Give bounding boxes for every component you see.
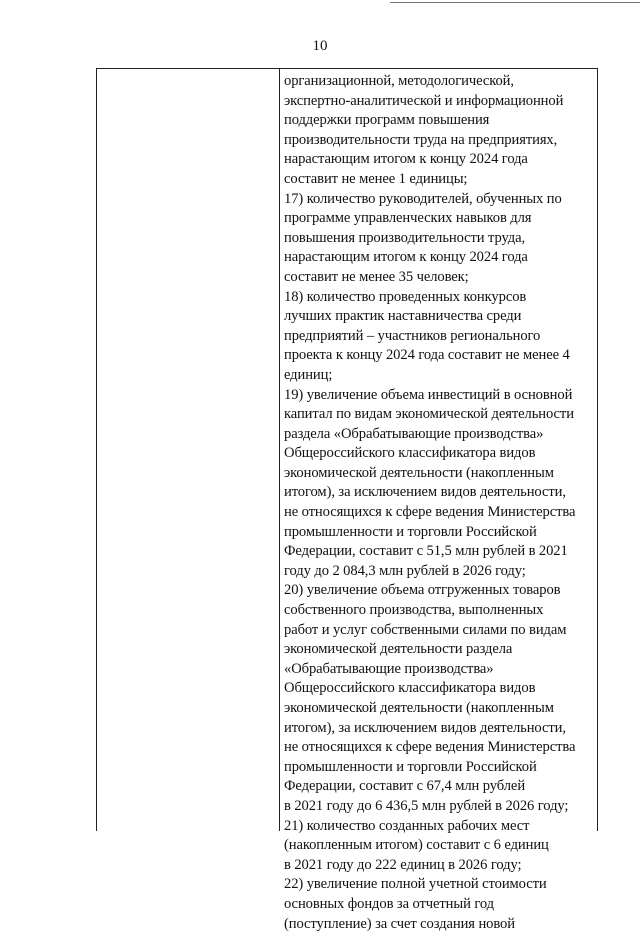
text-line: в 2021 году до 6 436,5 млн рублей в 2026 году; (284, 797, 569, 814)
text-line: предприятий – участников регионального (284, 327, 541, 344)
text-line: составит не менее 35 человек; (284, 268, 469, 285)
text-line: программе управленческих навыков для (284, 210, 532, 227)
text-line: поддержки программ повышения (284, 112, 490, 129)
text-line: проекта к концу 2024 года составит не менее 4 (284, 347, 570, 364)
text-line: экономической деятельности (накопленным (284, 700, 554, 716)
text-line: нарастающим итогом к концу 2024 года (284, 151, 528, 168)
text-line: Общероссийского классификатора видов (284, 445, 536, 462)
text-line: промышленности и торговли Российской (284, 758, 537, 775)
text-line: экономической деятельности (накопленным (284, 464, 554, 481)
text-line: (накопленным итогом) составит с 6 единиц (284, 837, 549, 854)
document-table (96, 68, 598, 932)
text-line: итогом), за исключением видов деятельности, (284, 484, 566, 501)
table-right-cell (280, 69, 597, 932)
text-line: Федерации, составит с 51,5 млн рублей в 2021 (284, 543, 568, 560)
text-line: составит не менее 1 единицы; (284, 170, 468, 187)
text-line: собственного производства, выполненных (284, 602, 544, 619)
text-line: промышленности и торговли Российской (284, 523, 537, 540)
text-line: капитал по видам экономической деятельности (284, 406, 574, 423)
text-line: организационной, методологической, (284, 73, 514, 89)
text-line: не относящихся к сфере ведения Министерства (284, 504, 576, 521)
text-line: итогом), за исключением видов деятельности, (284, 719, 566, 736)
text-line: (поступление) за счет создания новой (284, 915, 515, 932)
text-line: Общероссийского классификатора видов (284, 680, 536, 697)
text-line: «Обрабатывающие производства» (284, 660, 494, 677)
text-line: единиц; (284, 366, 333, 383)
text-line: работ и услуг собственными силами по видам (284, 621, 567, 638)
text-line: 20) увеличение объема отгруженных товаров (284, 582, 561, 599)
text-line: лучших практик наставничества среди (284, 308, 522, 325)
text-line: Федерации, составит с 67,4 млн рублей (284, 778, 526, 795)
text-line: раздела «Обрабатывающие производства» (284, 425, 544, 442)
text-line: в 2021 году до 222 единиц в 2026 году; (284, 856, 522, 873)
text-line: основных фондов за отчетный год (284, 895, 494, 912)
text-line: экспертно-аналитической и информационной (284, 92, 564, 109)
text-line: 17) количество руководителей, обученных по (284, 190, 562, 207)
top-edge-rule (390, 2, 640, 3)
text-line: 18) количество проведенных конкурсов (284, 288, 527, 305)
text-line: 22) увеличение полной учетной стоимости (284, 876, 547, 893)
text-line: экономической деятельности раздела (284, 641, 513, 658)
table-left-cell (97, 69, 280, 831)
page-number: 10 (312, 38, 328, 54)
text-line: повышения производительности труда, (284, 229, 526, 246)
text-line: году до 2 084,3 млн рублей в 2026 году; (284, 562, 526, 579)
text-line: производительности труда на предприятиях, (284, 131, 558, 148)
text-line: нарастающим итогом к концу 2024 года (284, 249, 528, 266)
text-line: 21) количество созданных рабочих мест (284, 817, 530, 834)
text-line: 19) увеличение объема инвестиций в основной (284, 386, 573, 403)
text-line: не относящихся к сфере ведения Министерства (284, 739, 576, 756)
